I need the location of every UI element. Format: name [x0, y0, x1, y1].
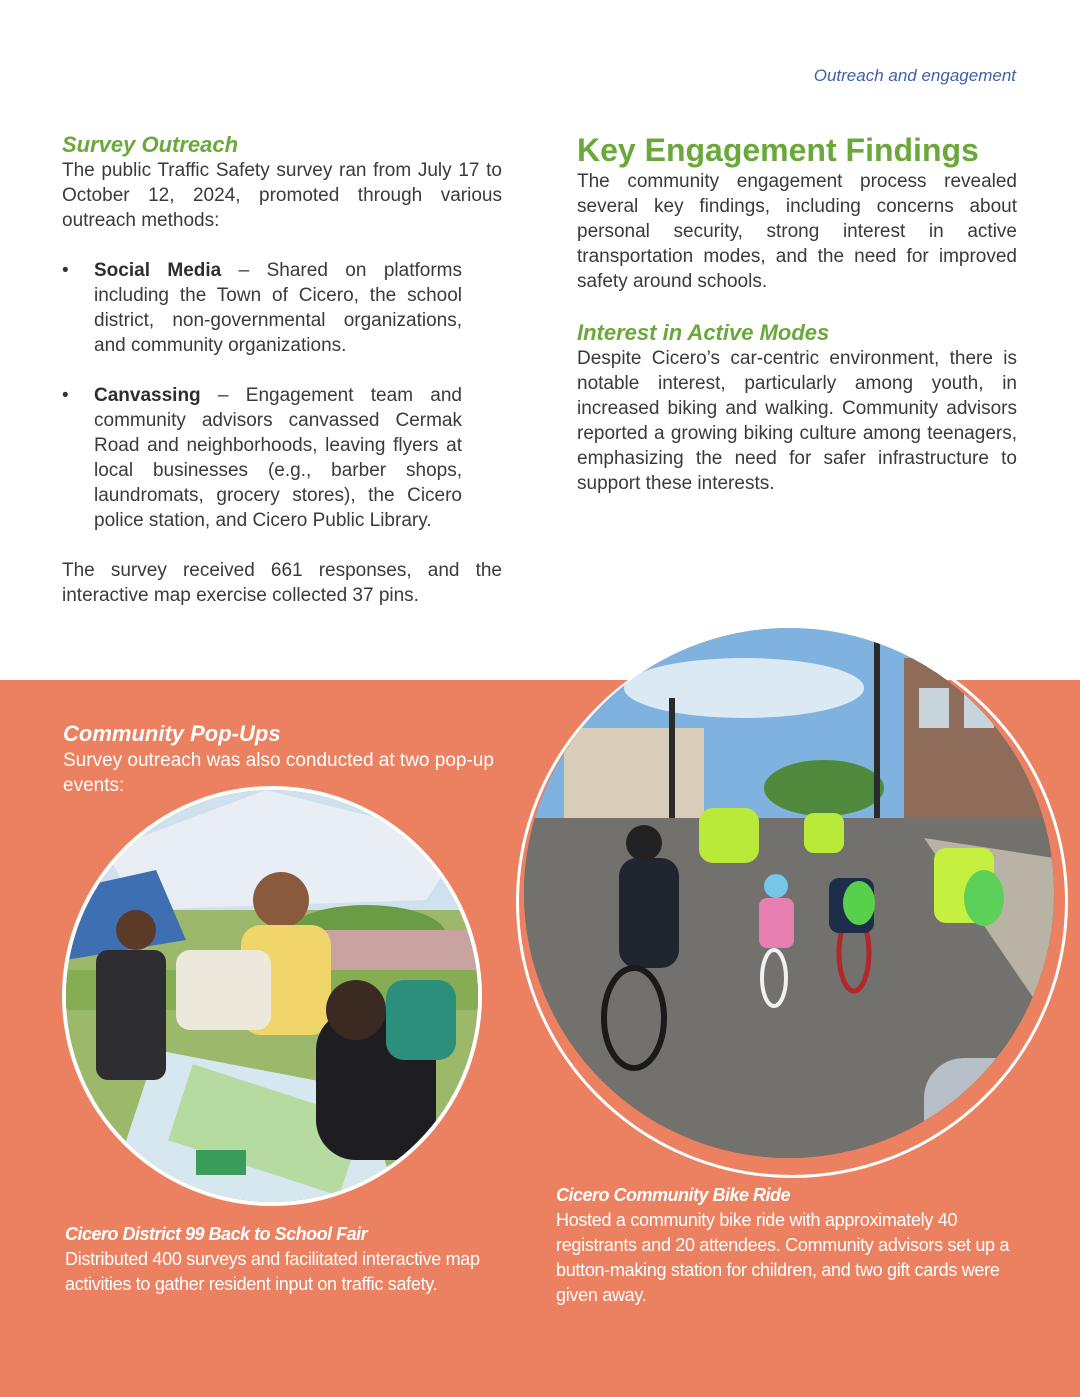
bullet-term: Social Media: [94, 260, 222, 281]
popups-text: Survey outreach was also conducted at two pop-up events:: [63, 750, 494, 796]
fair-photo-illustration: [66, 790, 478, 1202]
survey-outreach-heading: Survey Outreach: [62, 132, 239, 157]
popups-intro: [63, 720, 513, 798]
bike-ride-photo-illustration: [524, 628, 1054, 1158]
bullet-icon: •: [62, 260, 69, 281]
bullet-text: – Engagement team and community advisors canvassed Cermak Road and neighborhoods, leaving flyers at local businesses (e.g., barber shops, laundromats, grocery stores), the Cicero police station, and Cicero Public Library.: [94, 385, 462, 531]
fair-caption: [65, 1222, 510, 1297]
findings-section: [577, 131, 1017, 496]
fair-title: Cicero District 99 Back to School Fair: [65, 1224, 368, 1244]
list-item: [62, 383, 462, 533]
list-item: [62, 258, 462, 358]
bike-ride-text: Hosted a community bike ride with approximately 40 registrants and 20 attendees. Community advisors set up a button-making station for children, and two gift cards were given away.: [556, 1210, 1010, 1305]
bullet-text: – Shared on platforms including the Town of Cicero, the school district, non-governmental organizations, and community organizations.: [94, 260, 462, 356]
bullet-term: Canvassing: [94, 385, 201, 406]
running-header: Outreach and engagement: [813, 66, 1016, 85]
survey-outreach-section: [62, 131, 502, 608]
fair-text: Distributed 400 surveys and facilitated interactive map activities to gather resident input on traffic safety.: [65, 1249, 480, 1294]
fair-photo: [66, 790, 478, 1202]
outreach-methods-list: [62, 258, 502, 533]
active-modes-heading: Interest in Active Modes: [577, 320, 830, 345]
bullet-icon: •: [62, 385, 69, 406]
key-findings-heading: Key Engagement Findings: [577, 132, 979, 168]
popups-heading: Community Pop-Ups: [63, 721, 281, 746]
bike-ride-title: Cicero Community Bike Ride: [556, 1185, 791, 1205]
survey-summary: The survey received 661 responses, and the interactive map exercise collected 37 pins.: [62, 560, 502, 606]
bike-ride-photo: [524, 628, 1054, 1158]
active-modes-text: Despite Cicero’s car-centric environment, there is notable interest, particularly among youth, in increased biking and walking. Community advisors reported a growing biking culture among teenagers, emphasizing the need for safer infrastructure to support these interests.: [577, 348, 1017, 494]
key-findings-text: The community engagement process revealed several key findings, including concerns about personal security, strong interest in active transportation modes, and the need for improved safety around schools.: [577, 171, 1017, 292]
survey-outreach-intro: The public Traffic Safety survey ran from July 17 to October 12, 2024, promoted through various outreach methods:: [62, 160, 502, 231]
bike-ride-caption: [556, 1183, 1026, 1308]
